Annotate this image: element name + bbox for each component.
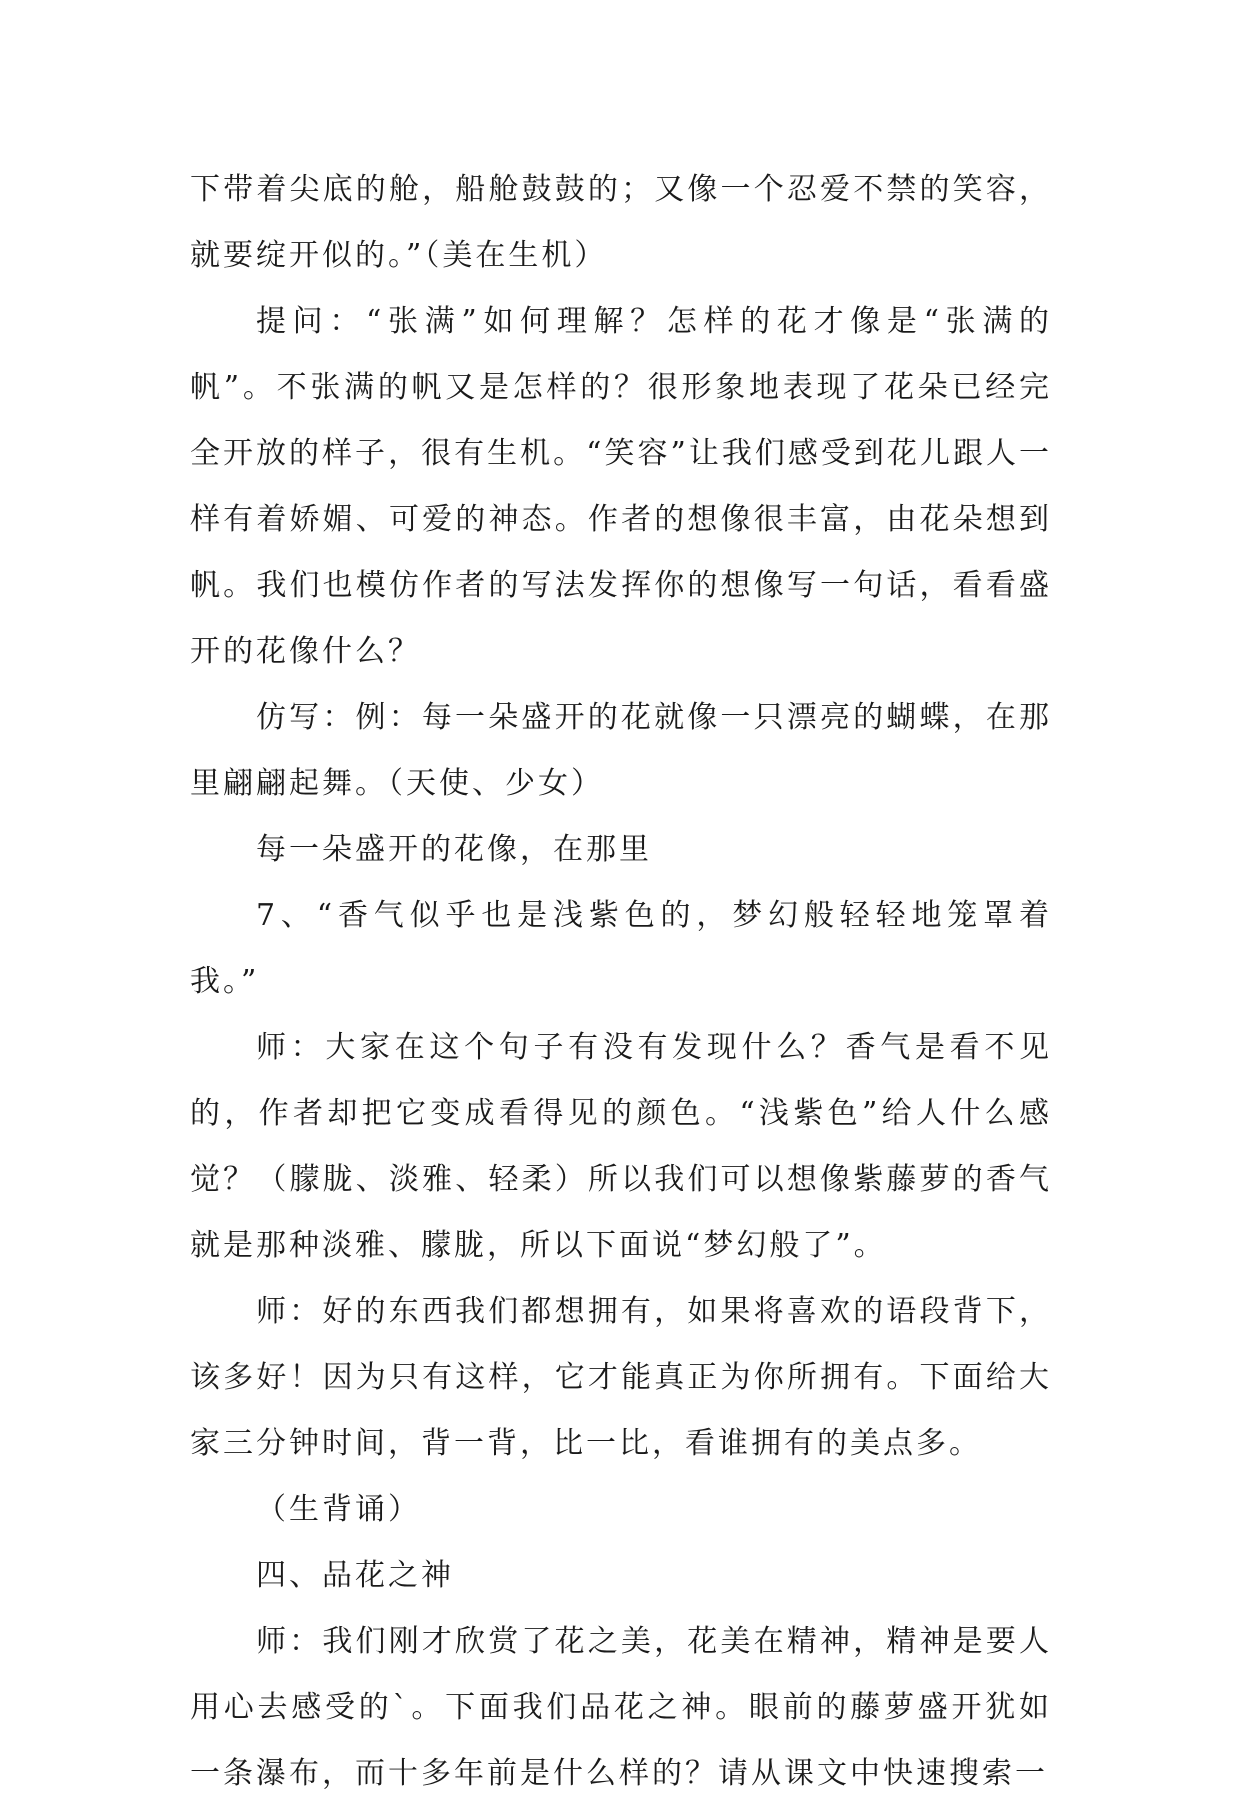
paragraph: 师：大家在这个句子有没有发现什么？香气是看不见的，作者却把它变成看得见的颜色。“浅紫色”给人什么感觉？（朦胧、淡雅、轻柔）所以我们可以想像紫藤萝的香气就是那种淡雅、朦胧，所以下面说“梦幻般了”。 xyxy=(190,1030,1052,1263)
paragraph: 仿写：例：每一朵盛开的花就像一只漂亮的蝴蝶，在那里翩翩起舞。（天使、少女） xyxy=(190,700,1052,801)
paragraph: （生背诵） xyxy=(256,1492,421,1527)
paragraph: 师：我们刚才欣赏了花之美，花美在精神，精神是要人用心去感受的`。下面我们品花之神。眼前的藤萝盛开犹如一条瀑布，而十多年前是什么样的？请从课文中快速搜索一 xyxy=(190,1624,1052,1791)
section-heading: 四、品花之神 xyxy=(256,1558,454,1593)
paragraph: 提问：“张满”如何理解？怎样的花才像是“张满的帆”。不张满的帆又是怎样的？很形象地表现了花朵已经完全开放的样子，很有生机。“笑容”让我们感受到花儿跟人一样有着娇媚、可爱的神态。作者的想像很丰富，由花朵想到帆。我们也模仿作者的写法发挥你的想像写一句话，看看盛开的花像什么？ xyxy=(190,304,1052,669)
paragraph: 下带着尖底的舱，船舱鼓鼓的；又像一个忍爱不禁的笑容，就要绽开似的。”（美在生机） xyxy=(190,172,1052,273)
body-text xyxy=(190,157,1052,1807)
paragraph: 7、“香气似乎也是浅紫色的，梦幻般轻轻地笼罩着我。” xyxy=(190,898,1052,999)
paragraph: 每一朵盛开的花像，在那里 xyxy=(256,832,652,867)
paragraph: 师：好的东西我们都想拥有，如果将喜欢的语段背下，该多好！因为只有这样，它才能真正为你所拥有。下面给大家三分钟时间，背一背，比一比，看谁拥有的美点多。 xyxy=(190,1294,1052,1461)
